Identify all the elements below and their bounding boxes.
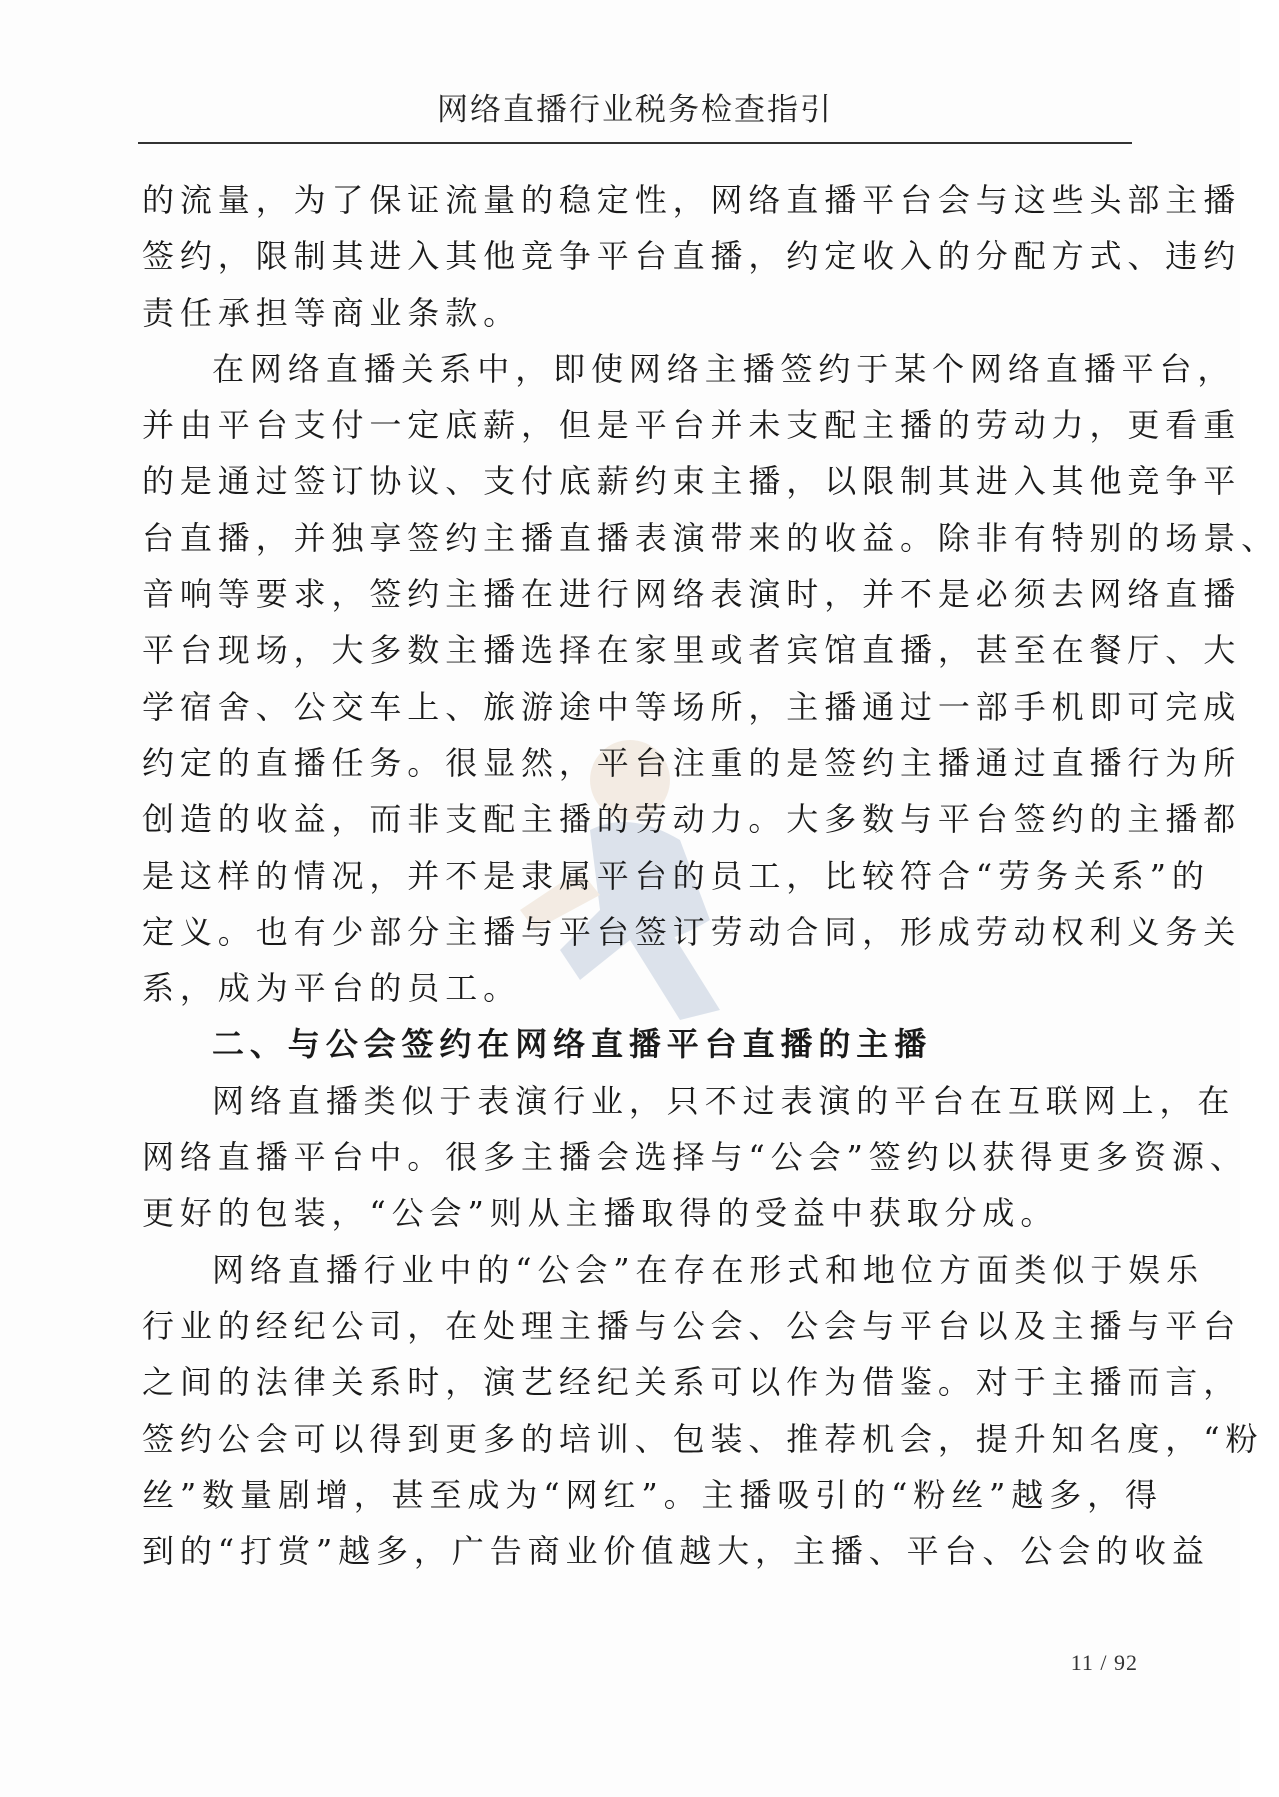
text-line: 学宿舍、公交车上、旅游途中等场所，主播通过一部手机即可完成 bbox=[142, 687, 1242, 726]
text-line: 之间的法律关系时，演艺经纪关系可以作为借鉴。对于主播而言， bbox=[142, 1363, 1242, 1402]
text-line: 责任承担等商业条款。 bbox=[142, 293, 522, 332]
running-header-title: 网络直播行业税务检查指引 bbox=[437, 92, 833, 128]
text-line: 约定的直播任务。很显然，平台注重的是签约主播通过直播行为所 bbox=[142, 743, 1242, 782]
text-line: 定义。也有少部分主播与平台签订劳动合同，形成劳动权利义务关 bbox=[142, 912, 1242, 951]
text-line: 是这样的情况，并不是隶属平台的员工，比较符合“劳务关系”的 bbox=[142, 856, 1210, 895]
text-line: 的流量，为了保证流量的稳定性，网络直播平台会与这些头部主播 bbox=[142, 181, 1242, 219]
text-line: 系，成为平台的员工。 bbox=[142, 969, 522, 1008]
text-line: 网络直播行业中的“公会”在存在形式和地位方面类似于娱乐 bbox=[212, 1250, 1205, 1289]
section-heading: 二、与公会签约在网络直播平台直播的主播 bbox=[212, 1025, 933, 1064]
body-text bbox=[142, 172, 1279, 1579]
text-line: 并由平台支付一定底薪，但是平台并未支配主播的劳动力，更看重 bbox=[142, 406, 1242, 445]
text-line: 签约，限制其进入其他竞争平台直播，约定收入的分配方式、违约 bbox=[142, 237, 1242, 276]
text-line: 的是通过签订协议、支付底薪约束主播，以限制其进入其他竞争平 bbox=[142, 462, 1242, 501]
text-line: 音响等要求，签约主播在进行网络表演时，并不是必须去网络直播 bbox=[142, 575, 1242, 614]
text-line: 网络直播类似于表演行业，只不过表演的平台在互联网上，在 bbox=[212, 1081, 1236, 1120]
text-line: 签约公会可以得到更多的培训、包装、推荐机会，提升知名度，“粉 bbox=[142, 1419, 1264, 1458]
text-line: 在网络直播关系中，即使网络主播签约于某个网络直播平台， bbox=[212, 349, 1236, 388]
text-line: 平台现场，大多数主播选择在家里或者宾馆直播，甚至在餐厅、大 bbox=[142, 631, 1242, 670]
text-line: 更好的包装，“公会”则从主播取得的受益中获取分成。 bbox=[142, 1194, 1059, 1233]
text-line: 行业的经纪公司，在处理主播与公会、公会与平台以及主播与平台 bbox=[142, 1306, 1242, 1345]
text-line: 丝”数量剧增，甚至成为“网红”。主播吸引的“粉丝”越多，得 bbox=[142, 1475, 1163, 1514]
text-line: 台直播，并独享签约主播直播表演带来的收益。除非有特别的场景、 bbox=[142, 518, 1279, 557]
text-line: 网络直播平台中。很多主播会选择与“公会”签约以获得更多资源、 bbox=[142, 1138, 1248, 1177]
text-line: 创造的收益，而非支配主播的劳动力。大多数与平台签约的主播都 bbox=[142, 800, 1242, 839]
header-divider bbox=[138, 142, 1132, 144]
text-line: 到的“打赏”越多，广告商业价值越大，主播、平台、公会的收益 bbox=[142, 1532, 1210, 1571]
page-number: 11 / 92 bbox=[1070, 1650, 1138, 1675]
